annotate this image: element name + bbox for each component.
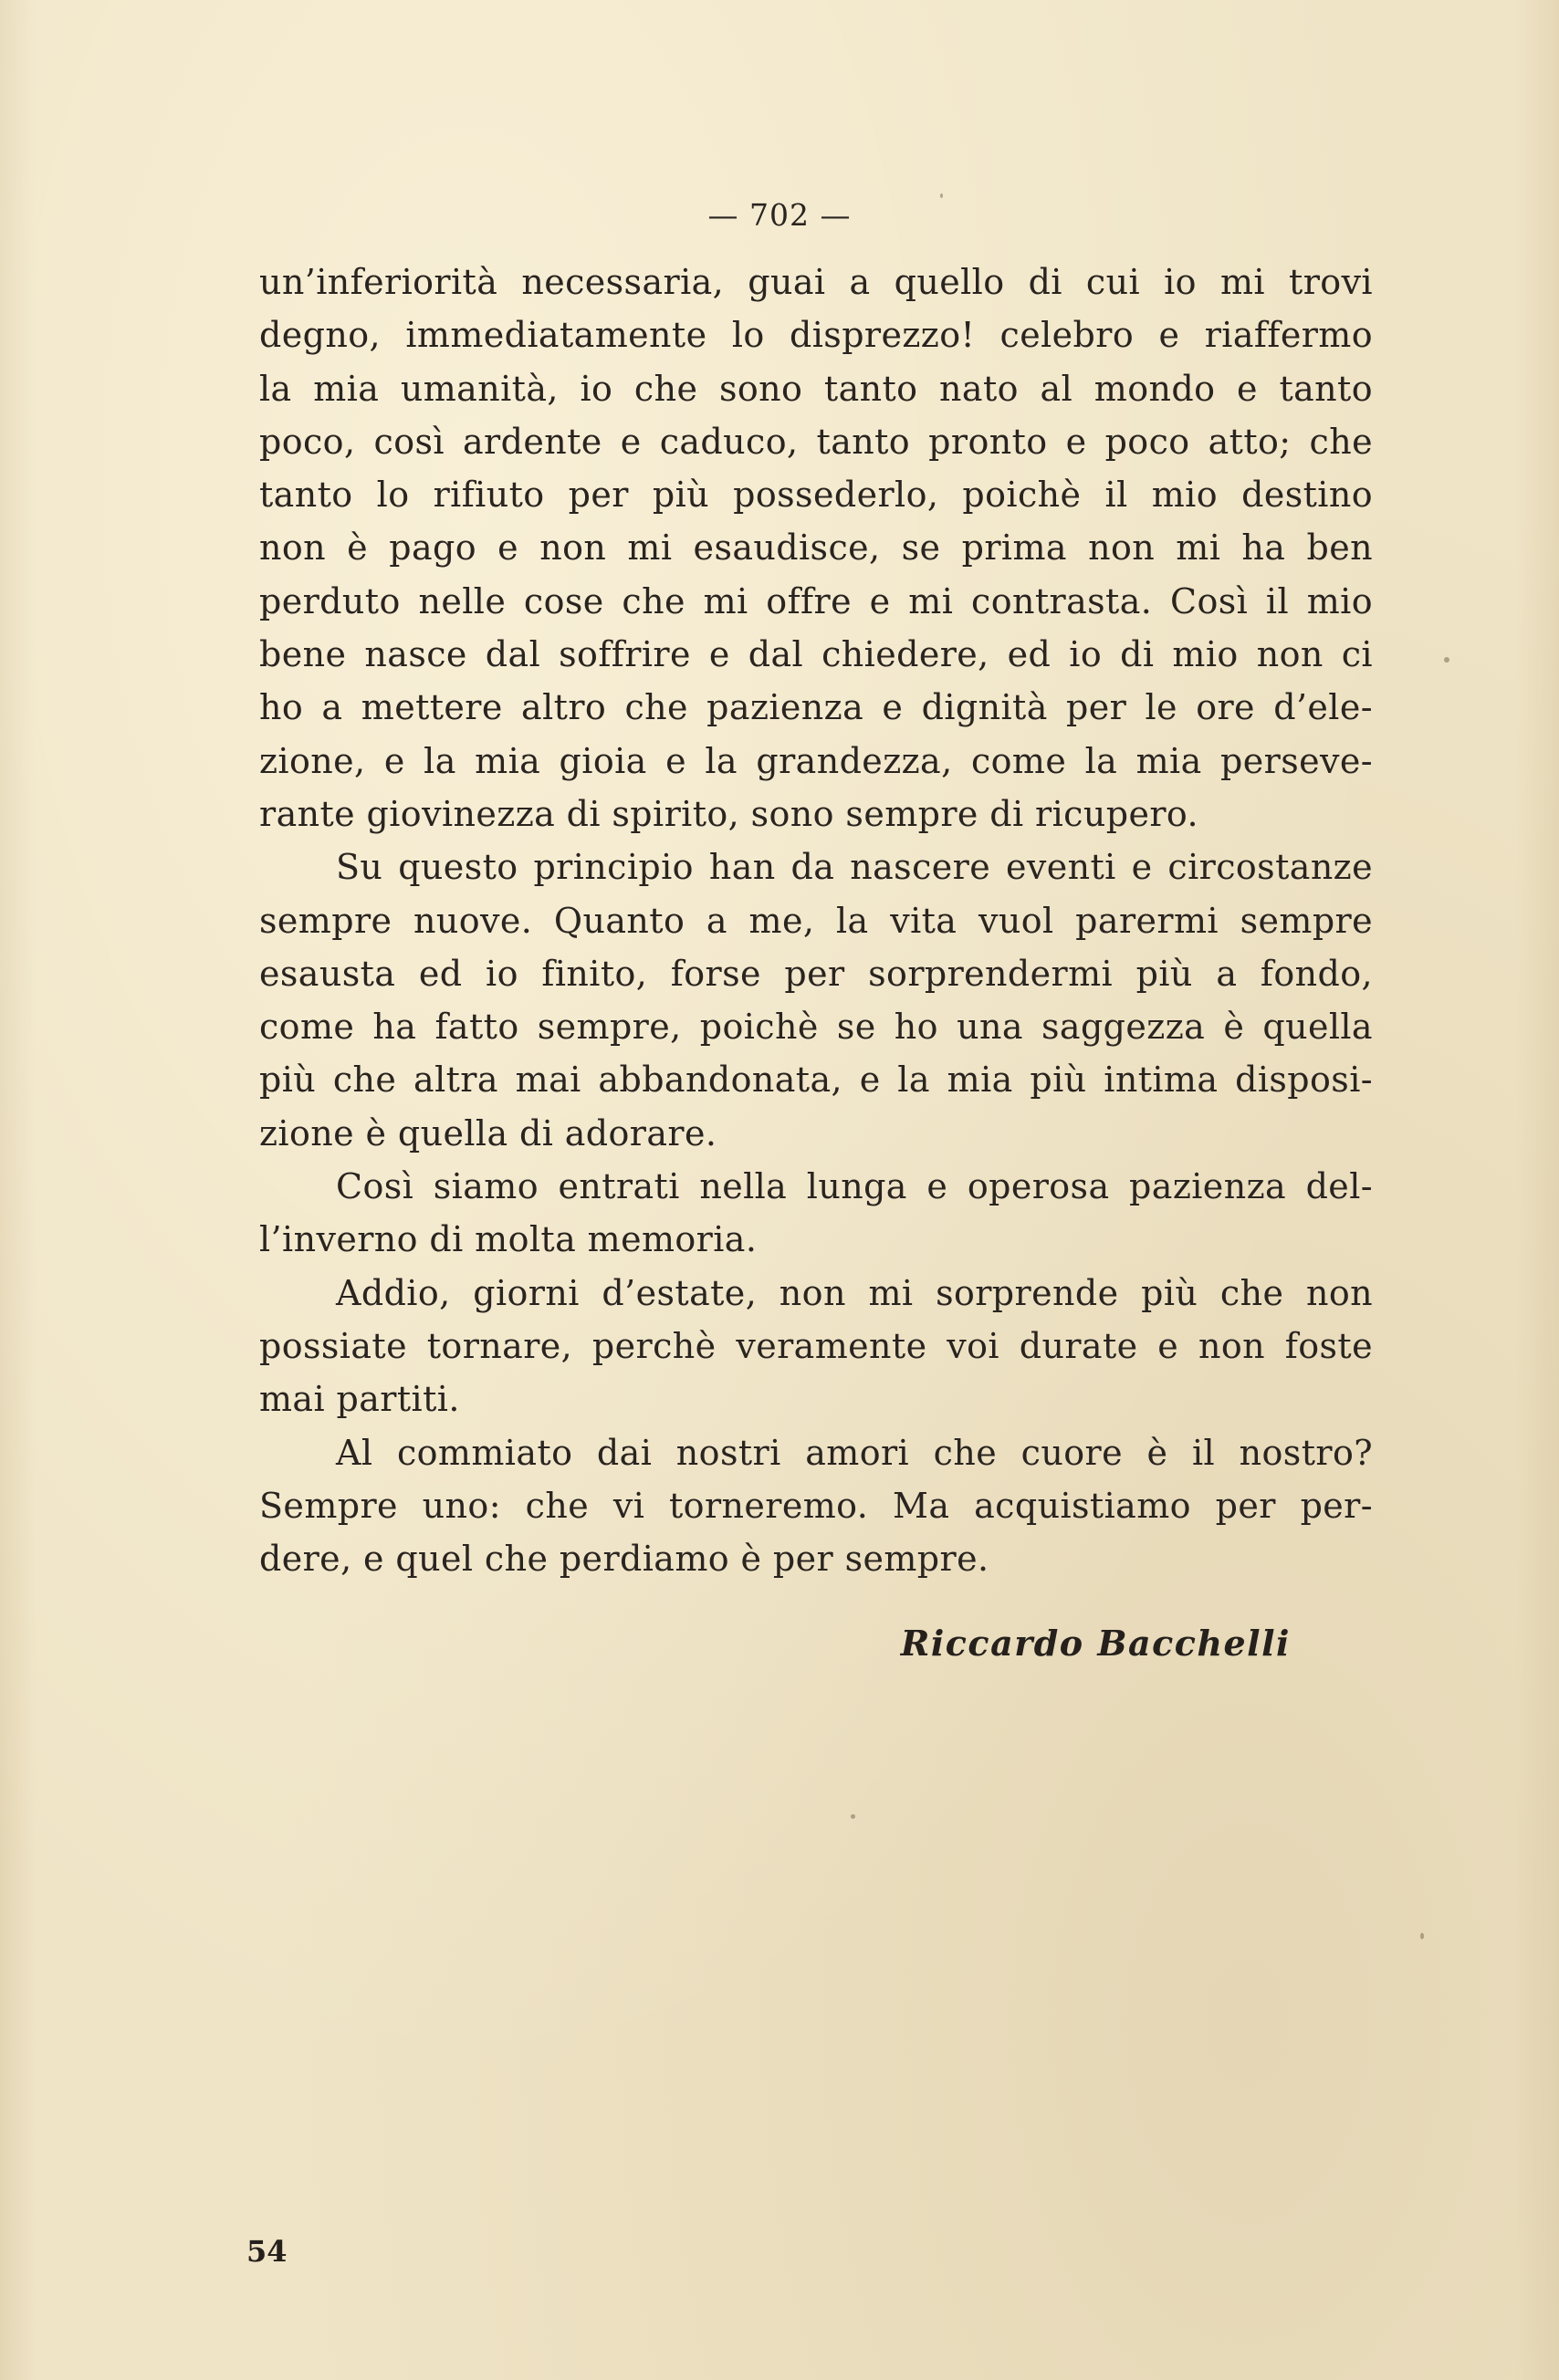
- text-line: mai partiti.: [259, 1379, 460, 1420]
- text-line: zione è quella di adorare.: [259, 1112, 717, 1153]
- text-line: dere, e quel che perdiamo è per sempre.: [259, 1539, 989, 1580]
- text-line: più che altra mai abbandonata, e la mia più intima disposi-: [259, 1060, 1373, 1101]
- text-line: zione, e la mia gioia e la grandezza, come la mia perseve-: [259, 740, 1373, 781]
- text-line: ho a mettere altro che pazienza e dignità per le ore d’ele-: [259, 687, 1373, 728]
- paper-speck: [1444, 657, 1449, 663]
- paper-speck: [940, 193, 943, 198]
- text-line: poco, così ardente e caduco, tanto pronto e poco atto; che: [259, 421, 1373, 462]
- text-line: sempre nuove. Quanto a me, la vita vuol parermi sempre: [259, 900, 1373, 941]
- body-text: [259, 256, 1373, 1585]
- page-number: — 702 —: [707, 197, 852, 233]
- text-line: rante giovinezza di spirito, sono sempre di ricupero.: [259, 793, 1198, 834]
- text-line: tanto lo rifiuto per più possederlo, poichè il mio destino: [259, 475, 1373, 516]
- paper-speck: [1420, 1933, 1424, 1939]
- paper-speck: [851, 1814, 855, 1819]
- text-line: bene nasce dal soffrire e dal chiedere, ed io di mio non ci: [259, 634, 1373, 675]
- text-line: perduto nelle cose che mi offre e mi contrasta. Così il mio: [259, 580, 1373, 621]
- text-line: degno, immediatamente lo disprezzo! celebro e riaffermo: [259, 315, 1373, 356]
- text-line: la mia umanità, io che sono tanto nato al mondo e tanto: [259, 368, 1373, 409]
- paragraph-first-line: Addio, giorni d’estate, non mi sorprende più che non: [336, 1272, 1373, 1313]
- text-line: possiate tornare, perchè veramente voi durate e non foste: [259, 1325, 1373, 1366]
- text-line: l’inverno di molta memoria.: [259, 1219, 758, 1260]
- text-line: esausta ed io finito, forse per sorprendermi più a fondo,: [259, 953, 1373, 994]
- text-line: Sempre uno: che vi torneremo. Ma acquistiamo per per-: [259, 1485, 1373, 1526]
- paragraph-first-line: Su questo principio han da nascere eventi e circostanze: [336, 847, 1373, 888]
- author-signature: Riccardo Bacchelli: [900, 1623, 1291, 1664]
- paragraph-first-line: Al commiato dai nostri amori che cuore è il nostro?: [336, 1432, 1373, 1473]
- signature-mark: 54: [246, 2234, 288, 2269]
- text-line: non è pago e non mi esaudisce, se prima non mi ha ben: [259, 527, 1373, 569]
- paragraph-first-line: Così siamo entrati nella lunga e operosa pazienza del-: [336, 1166, 1373, 1207]
- text-line: un’inferiorità necessaria, guai a quello di cui io mi trovi: [259, 262, 1373, 302]
- text-line: come ha fatto sempre, poichè se ho una saggezza è quella: [259, 1007, 1373, 1048]
